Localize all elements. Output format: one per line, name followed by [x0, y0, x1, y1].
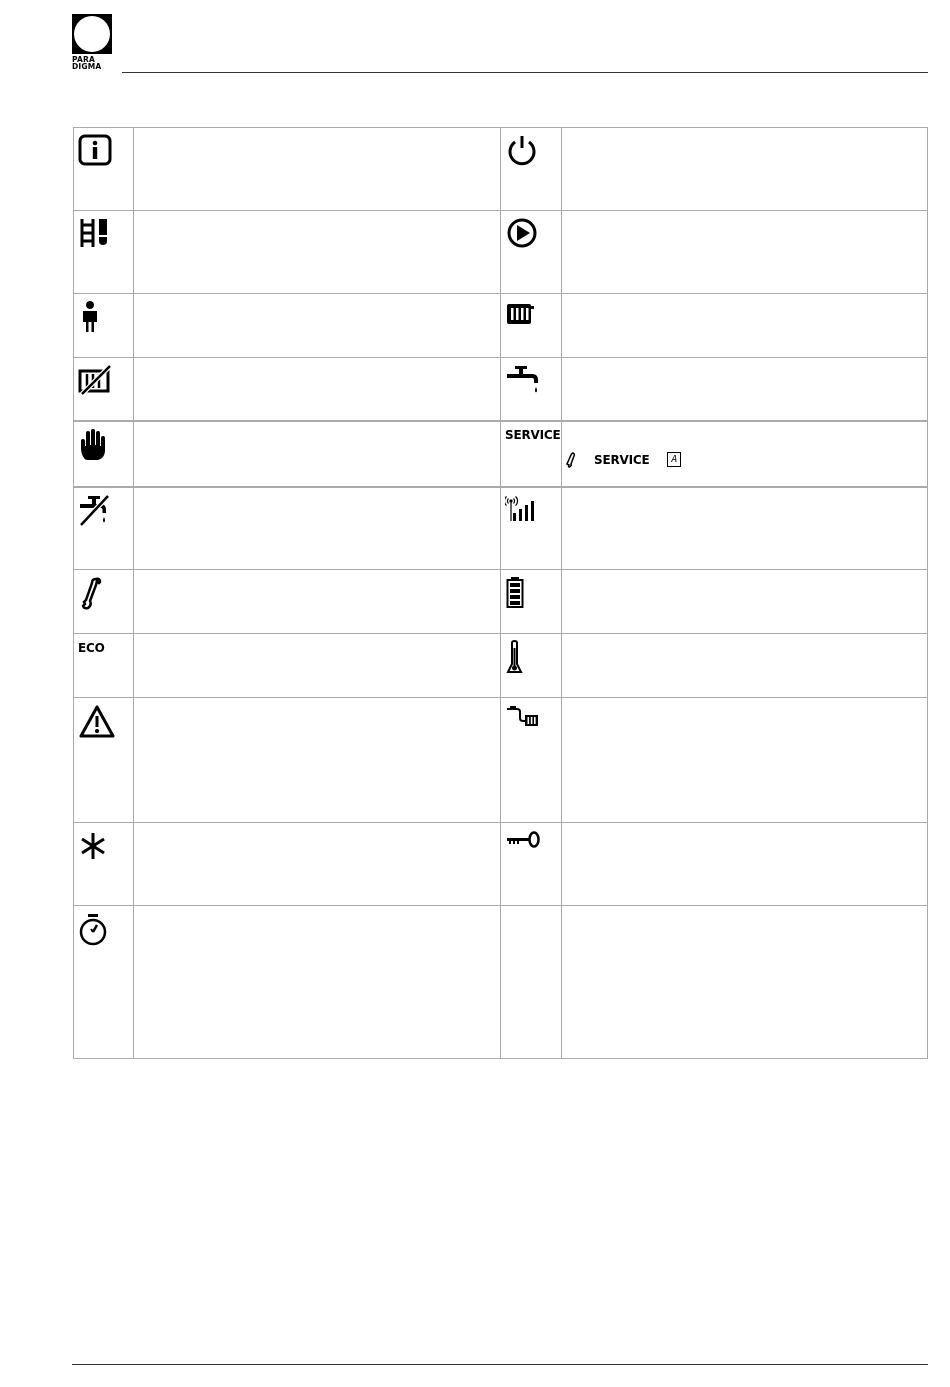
- description-cell: [134, 128, 501, 211]
- signal-icon: [505, 494, 541, 526]
- symbol-cell: [74, 358, 134, 421]
- wrench-icon: [78, 576, 108, 612]
- table-row: [74, 211, 928, 294]
- description-cell: [562, 698, 928, 823]
- key-icon: [505, 829, 543, 853]
- person-icon: [78, 300, 112, 334]
- tap-radiator-icon: [505, 704, 541, 728]
- table-row: [74, 570, 928, 634]
- description-cell: [562, 294, 928, 358]
- description-cell: [134, 570, 501, 634]
- description-cell: [562, 211, 928, 294]
- thermometer-icon: [505, 640, 535, 676]
- table-row: [74, 294, 928, 358]
- symbol-cell: [74, 421, 134, 487]
- symbol-cell: [74, 487, 134, 570]
- symbol-cell: [74, 634, 134, 698]
- table-row: [74, 823, 928, 906]
- description-cell: [562, 128, 928, 211]
- footer-rule: [72, 1364, 928, 1365]
- symbol-cell: [501, 128, 562, 211]
- table-row: [74, 128, 928, 211]
- logo-text: [72, 56, 112, 70]
- tap-crossed-icon: [78, 494, 114, 528]
- symbol-cell: [74, 211, 134, 294]
- eco-label: ECO: [78, 641, 105, 655]
- segment-display-char: A: [671, 453, 678, 465]
- description-cell: [562, 358, 928, 421]
- paradigma-logo: [72, 14, 112, 70]
- description-cell: [134, 823, 501, 906]
- description-cell: [134, 294, 501, 358]
- header-rule: [122, 72, 928, 73]
- ladder-flag-icon: [78, 217, 112, 249]
- service-sequence: [566, 452, 927, 468]
- symbol-table: [73, 127, 928, 1059]
- description-cell: [134, 421, 501, 487]
- symbol-cell: [74, 698, 134, 823]
- warning-icon: [78, 704, 116, 740]
- battery-icon: [505, 576, 535, 610]
- service-indicator-text: SERVICE: [594, 452, 650, 467]
- symbol-cell: [501, 294, 562, 358]
- symbol-cell: [501, 211, 562, 294]
- description-cell: [562, 487, 928, 570]
- symbol-cell: [74, 823, 134, 906]
- symbol-cell: [501, 421, 562, 487]
- table-row: [74, 698, 928, 823]
- symbol-cell: [501, 634, 562, 698]
- info-icon: [78, 134, 112, 166]
- table-row: [74, 634, 928, 698]
- logo-disc: [72, 14, 112, 54]
- radiator-icon: [505, 300, 539, 330]
- symbol-cell: [501, 487, 562, 570]
- service-label: SERVICE: [505, 427, 561, 442]
- table-row: [74, 421, 928, 487]
- pump-icon: [505, 217, 539, 249]
- symbol-cell: [74, 128, 134, 211]
- radiator-crossed-icon: [78, 364, 114, 396]
- empty-symbol-cell: [501, 906, 562, 1059]
- symbol-cell: [501, 570, 562, 634]
- tap-icon: [505, 364, 541, 398]
- logo-line-1: PARA: [72, 55, 95, 64]
- power-icon: [505, 134, 539, 166]
- symbol-cell: [74, 570, 134, 634]
- segment-display: [667, 452, 681, 467]
- description-cell: [134, 211, 501, 294]
- description-cell: [134, 906, 501, 1059]
- table-row: [74, 358, 928, 421]
- description-cell: [562, 421, 928, 487]
- table-row: [74, 487, 928, 570]
- wrench-icon: [566, 452, 576, 468]
- symbol-cell: [74, 294, 134, 358]
- symbol-cell: [501, 698, 562, 823]
- symbol-cell: [501, 358, 562, 421]
- symbol-cell: [74, 906, 134, 1059]
- logo-line-2: DIGMA: [72, 62, 102, 71]
- frost-icon: [78, 829, 112, 863]
- timer-icon: [78, 912, 112, 948]
- symbol-cell: [501, 823, 562, 906]
- description-cell: [134, 358, 501, 421]
- table-row: [74, 906, 928, 1059]
- hand-icon: [78, 428, 108, 462]
- description-cell: [562, 634, 928, 698]
- description-cell: [562, 823, 928, 906]
- description-cell: [134, 698, 501, 823]
- description-cell: [134, 634, 501, 698]
- description-cell: [562, 570, 928, 634]
- description-cell: [562, 906, 928, 1059]
- description-cell: [134, 487, 501, 570]
